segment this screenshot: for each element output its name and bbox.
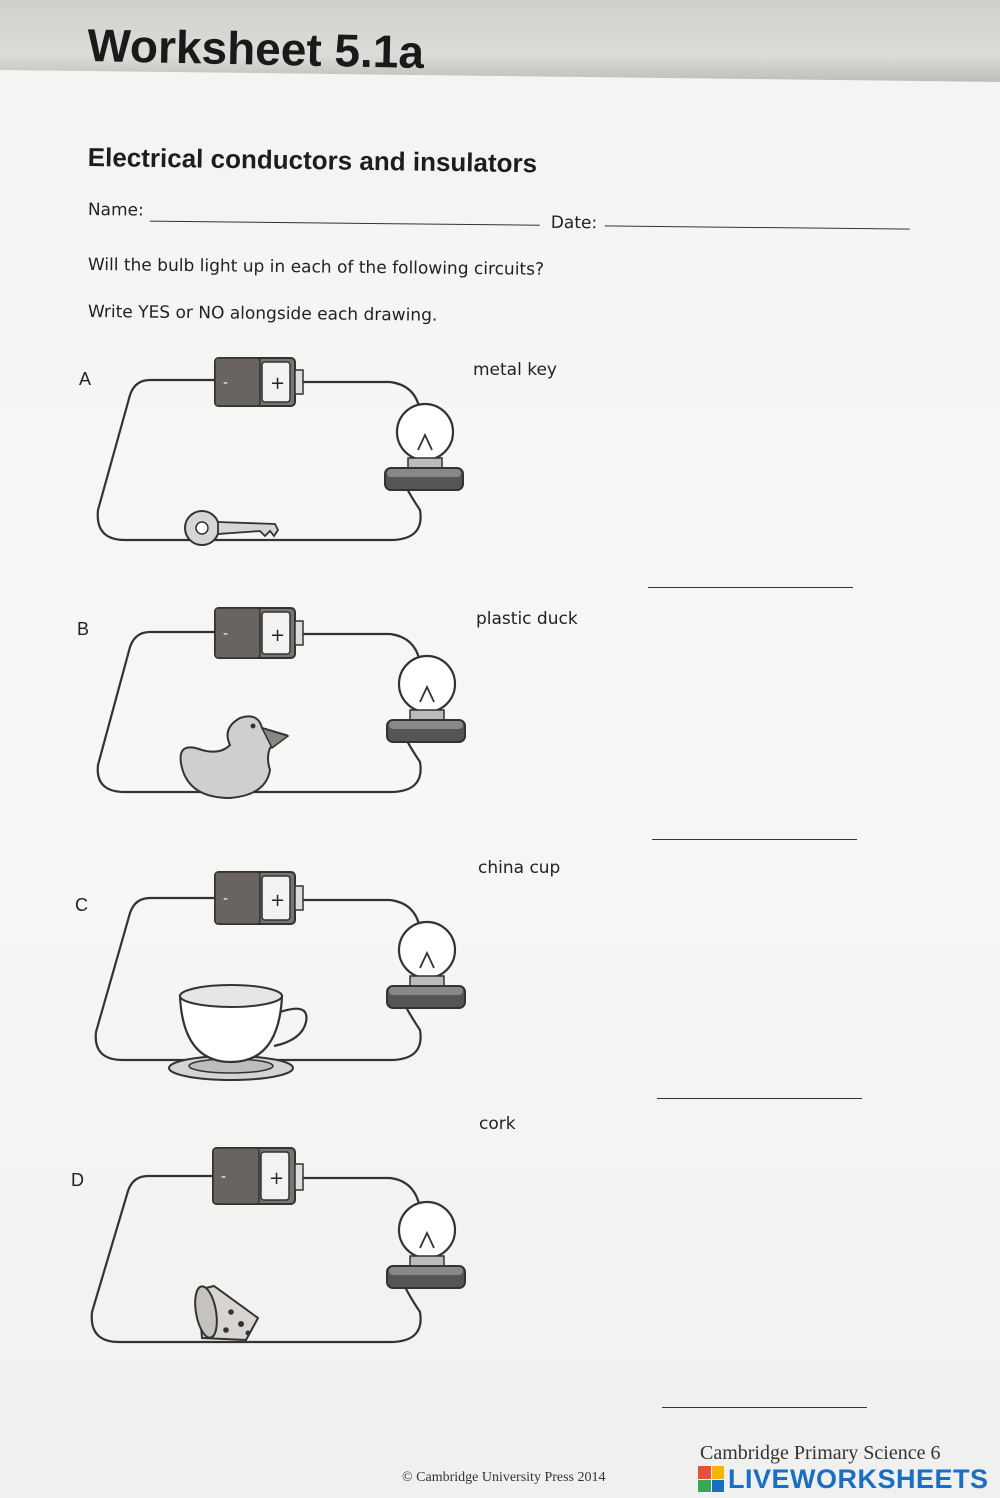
bulb-icon — [387, 1202, 465, 1288]
battery-icon — [215, 608, 303, 658]
battery-minus-label: - — [223, 626, 229, 642]
object-label-b: plastic duck — [476, 609, 578, 629]
name-field[interactable] — [150, 221, 540, 226]
name-label: Name: — [87, 199, 144, 221]
battery-minus-label: - — [221, 1169, 227, 1185]
worksheet-subtitle: Electrical conductors and insulators — [87, 142, 538, 179]
battery-plus-label: + — [270, 890, 286, 911]
battery-icon — [213, 1148, 303, 1204]
battery-plus-label: + — [269, 1168, 285, 1189]
answer-field-b[interactable] — [652, 839, 857, 840]
circuit-diagram-a — [90, 350, 480, 550]
duck-icon — [181, 716, 288, 798]
battery-minus-label: - — [223, 375, 229, 391]
circuit-letter-d: D — [71, 1170, 84, 1190]
date-field[interactable] — [605, 225, 910, 229]
cork-icon — [192, 1285, 258, 1340]
instruction-write: Write YES or NO alongside each drawing. — [87, 302, 438, 326]
battery-plus-label: + — [270, 625, 286, 646]
bulb-icon — [387, 656, 465, 742]
object-label-c: china cup — [478, 858, 561, 878]
battery-plus-label: + — [270, 373, 286, 394]
answer-field-d[interactable] — [662, 1407, 867, 1408]
circuit-diagram-d — [86, 1140, 476, 1360]
liveworksheets-watermark — [698, 1462, 989, 1496]
circuit-letter-b: B — [77, 619, 90, 639]
worksheet-title: Worksheet 5.1a — [86, 18, 425, 79]
circuit-diagram-b — [90, 600, 480, 800]
answer-field-a[interactable] — [648, 587, 853, 588]
circuit-letter-a: A — [79, 369, 92, 389]
bulb-icon — [387, 922, 465, 1008]
instruction-question: Will the bulb light up in each of the following circuits? — [87, 255, 545, 280]
circuit-diagram-c — [88, 862, 478, 1082]
object-label-d: cork — [479, 1114, 516, 1134]
object-label-a: metal key — [473, 360, 557, 380]
cup-icon — [169, 985, 306, 1080]
liveworksheets-logo-icon — [698, 1466, 724, 1492]
answer-field-c[interactable] — [657, 1098, 862, 1099]
publisher-credit: Cambridge Primary Science 6 — [700, 1442, 941, 1464]
copyright-notice: © Cambridge University Press 2014 — [402, 1470, 606, 1485]
battery-icon — [215, 872, 303, 924]
circuit-letter-c: C — [75, 895, 88, 915]
watermark-text: LIVEWORKSHEETS — [728, 1463, 989, 1494]
battery-minus-label: - — [223, 891, 229, 907]
bulb-icon — [385, 404, 463, 490]
date-label: Date: — [550, 212, 598, 234]
battery-icon — [215, 358, 303, 406]
